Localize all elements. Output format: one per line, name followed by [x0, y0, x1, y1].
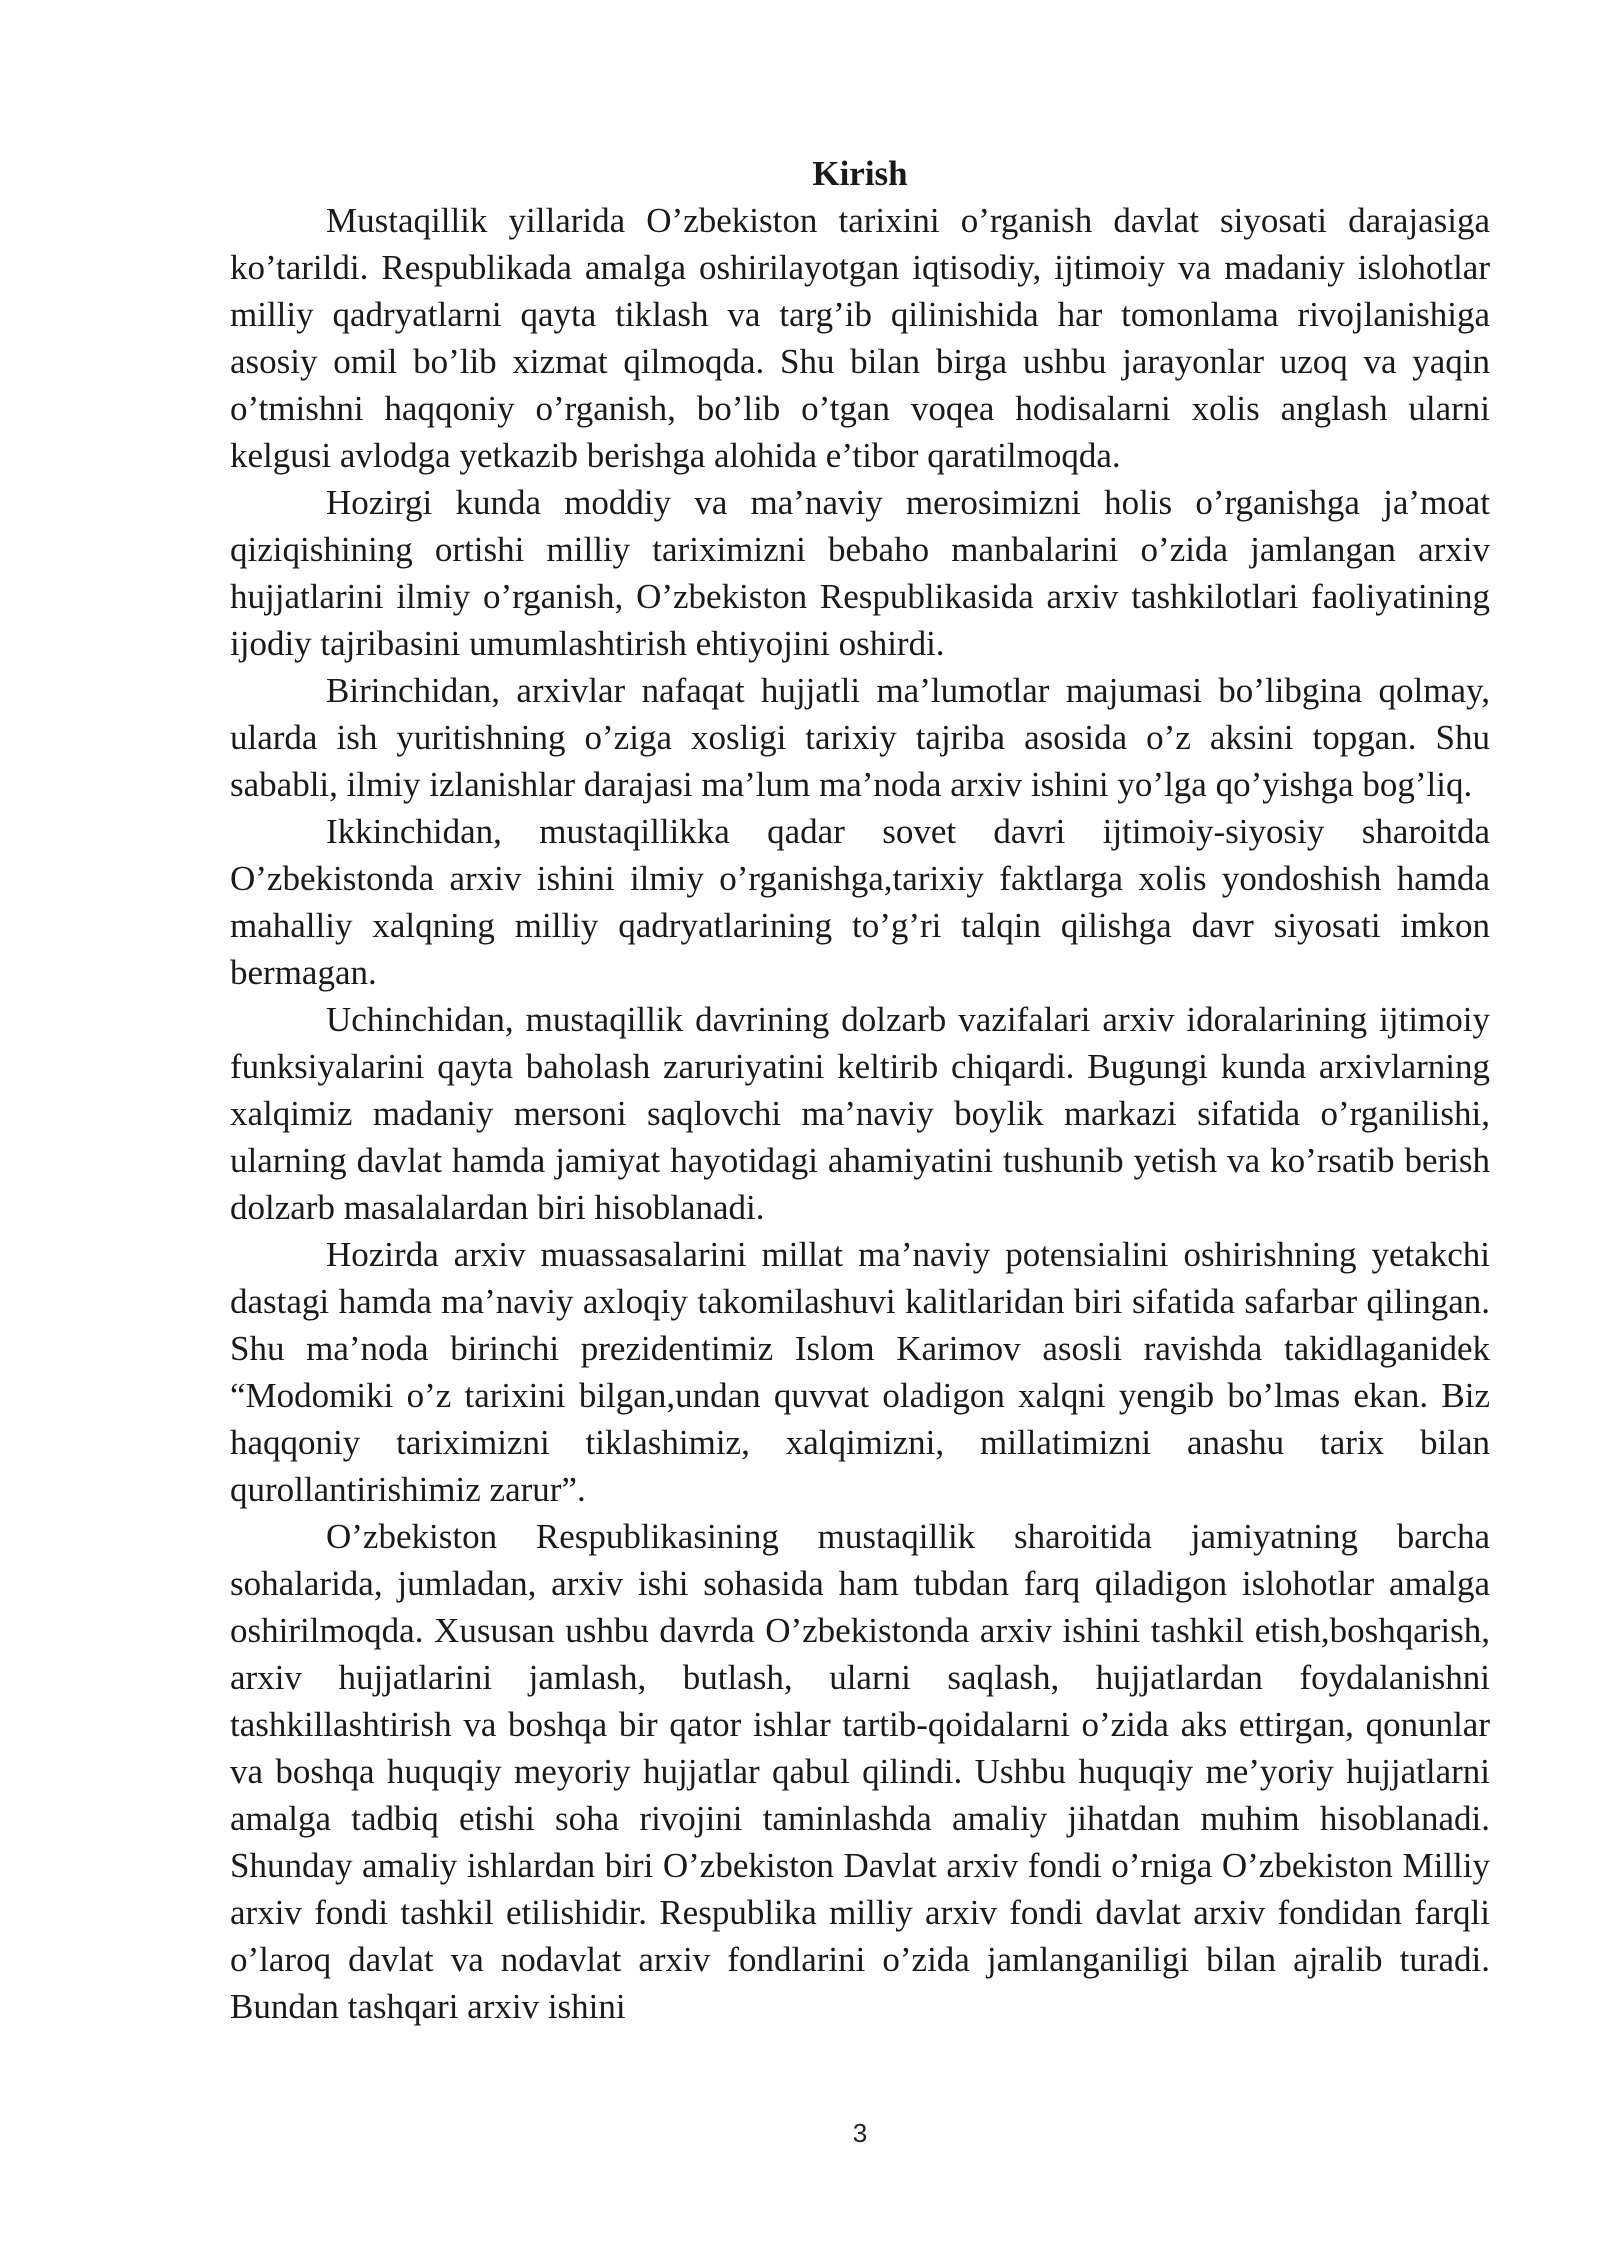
page-body: [230, 150, 1490, 2030]
paragraph-reforms: O’zbekiston Respublikasining mustaqillik sharoitida jamiyatning barcha sohalarida, jumladan, arxiv ishi sohasida ham tubdan farq qiladigon islohotlar amalga oshirilmoqda. Xususan ushbu davrda O’zbekistonda arxiv ishini tashkil etish,boshqarish, arxiv hujjatlarini jamlash, butlash, ularni saqlash, hujjatlardan foydalanishni tashkillashtirish va boshqa bir qator ishlar tartib-qoidalarni o’zida aks ettirgan, qonunlar va boshqa huquqiy meyoriy hujjatlar qabul qilindi. Ushbu huquqiy me’yoriy hujjatlarni amalga tadbiq etishi soha rivojini taminlashda amaliy jihatdan muhim hisoblanadi. Shunday amaliy ishlardan biri O’zbekiston Davlat arxiv fondi o’rniga O’zbekiston Milliy arxiv fondi tashkil etilishidir. Respublika milliy arxiv fondi davlat arxiv fondidan farqli o’laroq davlat va nodavlat arxiv fondlarini o’zida jamlanganiligi bilan ajralib turadi. Bundan tashqari arxiv ishini: [230, 1517, 1490, 2026]
page-title: Kirish: [812, 154, 908, 193]
paragraph-quote: Hozirda arxiv muassasalarini millat ma’naviy potensialini oshirishning yetakchi dastagi hamda ma’naviy axloqiy takomilashuvi kalitlaridan biri sifatida safarbar qilingan. Shu ma’noda birinchi prezidentimiz Islom Karimov asosli ravishda takidlaganidek “Modomiki o’z tarixini bilgan,undan quvvat oladigon xalqni yengib bo’lmas ekan. Biz haqqoniy tariximizni tiklashimiz, xalqimizni, millatimizni anashu tarix bilan qurollantirishimiz zarur”.: [230, 1235, 1490, 1509]
page-number: 3: [852, 2118, 868, 2148]
paragraph-heritage: Hozirgi kunda moddiy va ma’naviy merosimizni holis o’rganishga ja’moat qiziqishining ortishi milliy tariximizni bebaho manbalarini o’zida jamlangan arxiv hujjatlarini ilmiy o’rganish, O’zbekiston Respublikasida arxiv tashkilotlari faoliyatining ijodiy tajribasini umumlashtirish ehtiyojini oshirdi.: [230, 483, 1490, 663]
paragraph-first-reason: Birinchidan, arxivlar nafaqat hujjatli ma’lumotlar majumasi bo’libgina qolmay, ularda ish yuritishning o’ziga xosligi tarixiy tajriba asosida o’z aksini topgan. Shu sababli, ilmiy izlanishlar darajasi ma’lum ma’noda arxiv ishini yo’lga qo’yishga bog’liq.: [230, 671, 1490, 804]
paragraph-intro: Mustaqillik yillarida O’zbekiston tarixini o’rganish davlat siyosati darajasiga ko’tarildi. Respublikada amalga oshirilayotgan iqtisodiy, ijtimoiy va madaniy islohotlar milliy qadryatlarni qayta tiklash va targ’ib qilinishida har tomonlama rivojlanishiga asosiy omil bo’lib xizmat qilmoqda. Shu bilan birga ushbu jarayonlar uzoq va yaqin o’tmishni haqqoniy o’rganish, bo’lib o’tgan voqea hodisalarni xolis anglash ularni kelgusi avlodga yetkazib berishga alohida e’tibor qaratilmoqda.: [230, 201, 1490, 475]
paragraph-second-reason: Ikkinchidan, mustaqillikka qadar sovet davri ijtimoiy-siyosiy sharoitda O’zbekistonda arxiv ishini ilmiy o’rganishga,tarixiy faktlarga xolis yondoshish hamda mahalliy xalqning milliy qadryatlarining to’g’ri talqin qilishga davr siyosati imkon bermagan.: [230, 812, 1490, 992]
paragraph-third-reason: Uchinchidan, mustaqillik davrining dolzarb vazifalari arxiv idoralarining ijtimoiy funksiyalarini qayta baholash zaruriyatini keltirib chiqardi. Bugungi kunda arxivlarning xalqimiz madaniy mersoni saqlovchi ma’naviy boylik markazi sifatida o’rganilishi, ularning davlat hamda jamiyat hayotidagi ahamiyatini tushunib yetish va ko’rsatib berish dolzarb masalalardan biri hisoblanadi.: [230, 1000, 1490, 1227]
